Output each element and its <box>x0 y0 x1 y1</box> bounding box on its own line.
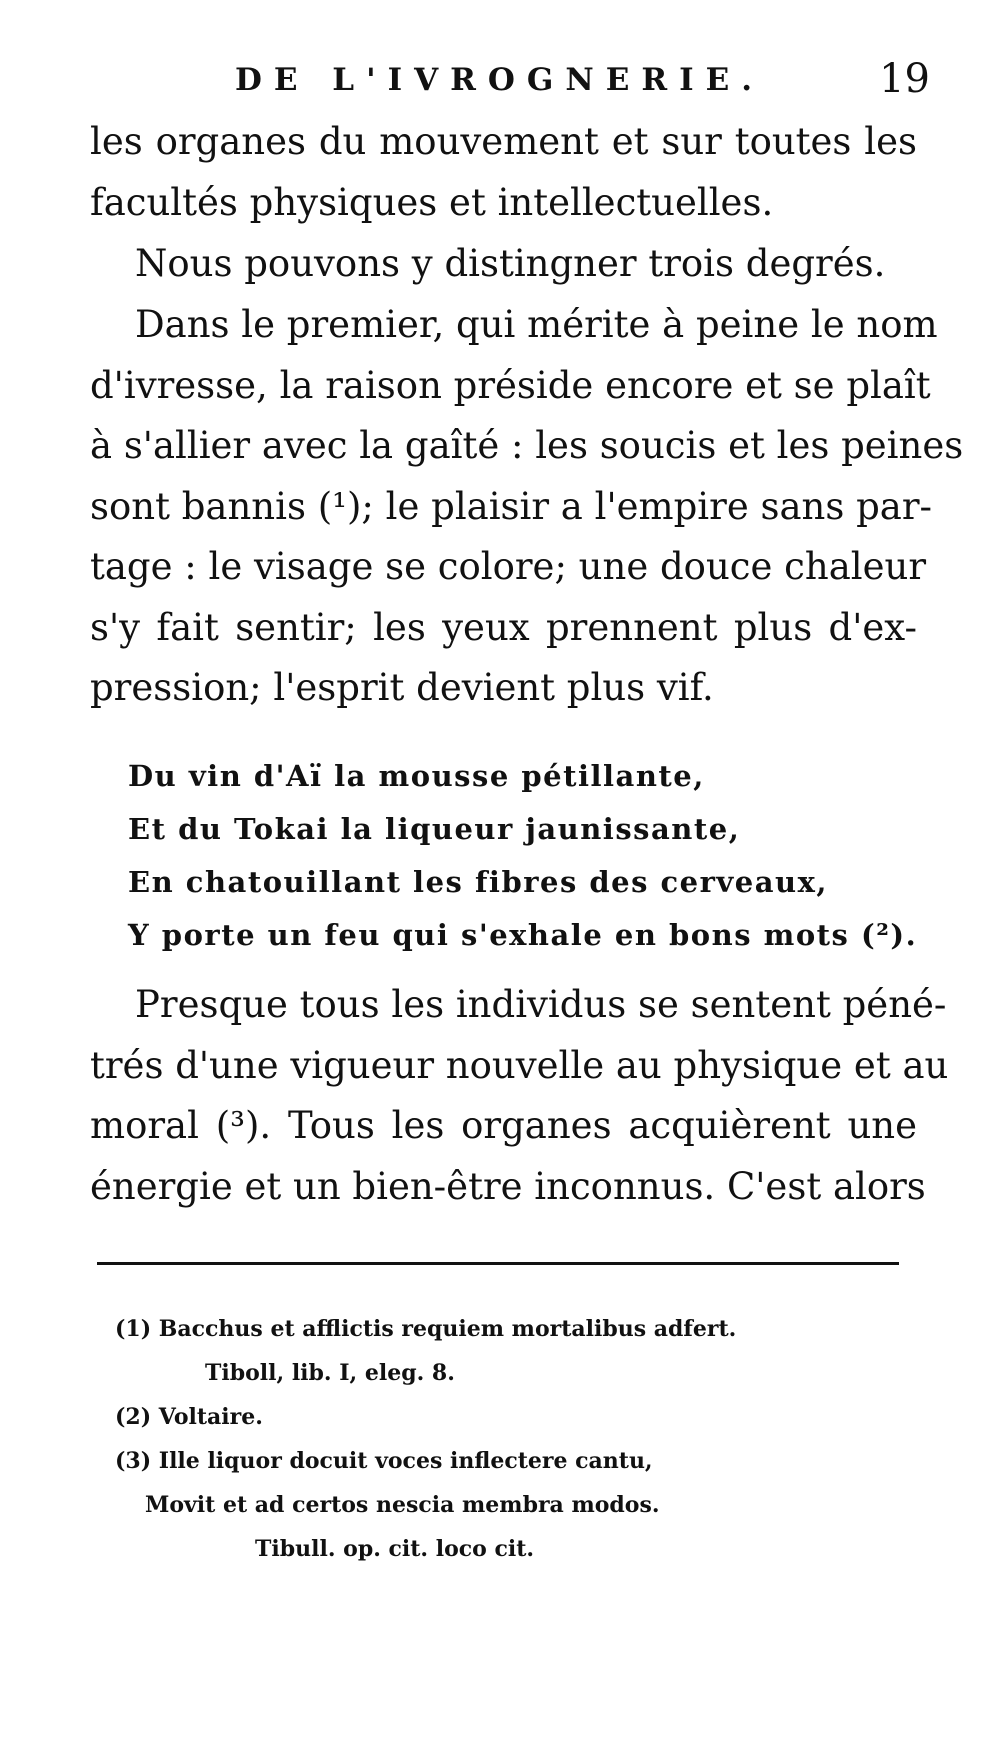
footnote-3: (3) Ille liquor docuit voces inflectere cantu, <box>115 1448 653 1474</box>
footnote-3-source: Tibull. op. cit. loco cit. <box>255 1536 535 1562</box>
text-line: moral (³). Tous les organes acquièrent une <box>90 1104 917 1147</box>
text-line: Presque tous les individus se sentent péné- <box>135 983 947 1026</box>
verse-quotation <box>128 750 917 962</box>
page-number: 19 <box>879 56 930 102</box>
text-line: tage : le visage se colore; une douce chaleur <box>90 545 927 588</box>
text-line: trés d'une vigueur nouvelle au physique et au <box>90 1043 949 1087</box>
text-line: Dans le premier, qui mérite à peine le nom <box>135 303 938 346</box>
paragraph-vigour <box>90 975 949 1217</box>
footnote-2: (2) Voltaire. <box>115 1404 263 1430</box>
text-line: pression; l'esprit devient plus vif. <box>90 666 714 709</box>
text-line: s'y fait sentir; les yeux prennent plus d'ex- <box>90 605 917 649</box>
text-line: facultés physiques et intellectuelles. <box>90 180 774 224</box>
verse-line: Y porte un feu qui s'exhale en bons mots (²). <box>128 918 918 952</box>
footnotes <box>115 1307 895 1571</box>
verse-line: Et du Tokai la liqueur jaunissante, <box>128 812 741 846</box>
footnote-3-verse: Movit et ad certos nescia membra modos. <box>145 1492 660 1518</box>
footnote-1-source: Tiboll, lib. I, eleg. 8. <box>205 1360 455 1386</box>
running-title: DE L'IVROGNERIE. <box>235 62 765 98</box>
text-line: d'ivresse, la raison préside encore et se plaît <box>90 363 931 407</box>
footnote-1: (1) Bacchus et afflictis requiem mortalibus adfert. <box>115 1316 737 1342</box>
text-line: à s'allier avec la gaîté : les soucis et les peines <box>90 424 964 467</box>
paragraph-continuation <box>90 112 917 233</box>
text-line: les organes du mouvement et sur toutes les <box>90 120 917 163</box>
paragraph-degrees <box>90 234 917 295</box>
text-line: énergie et un bien-être inconnus. C'est alors <box>90 1164 926 1208</box>
verse-line: En chatouillant les fibres des cerveaux, <box>128 865 828 899</box>
verse-line: Du vin d'Aï la mousse pétillante, <box>128 759 705 793</box>
footnote-rule <box>97 1262 899 1265</box>
paragraph-first-degree <box>90 295 964 719</box>
running-head <box>90 56 930 112</box>
text-line: Nous pouvons y distingner trois degrés. <box>135 242 886 285</box>
text-line: sont bannis (¹); le plaisir a l'empire sans par- <box>90 484 933 528</box>
